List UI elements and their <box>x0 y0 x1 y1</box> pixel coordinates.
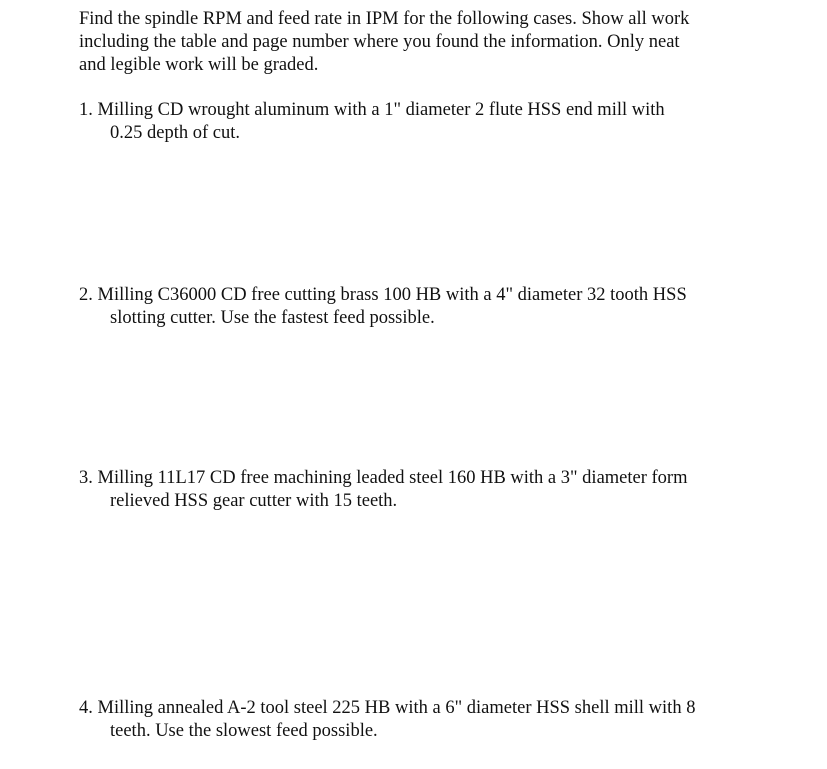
question-3 <box>79 467 759 513</box>
question-text: 4. Milling annealed A-2 tool steel 225 HB with a 6" diameter HSS shell mill with 8 <box>79 698 696 718</box>
question-2 <box>79 284 759 330</box>
instructions-line: and legible work will be graded. <box>79 55 319 75</box>
instructions-line: Find the spindle RPM and feed rate in IPM for the following cases. Show all work <box>79 9 690 29</box>
question-text-continued: 0.25 depth of cut. <box>110 123 240 143</box>
question-text: 3. Milling 11L17 CD free machining leaded steel 160 HB with a 3" diameter form <box>79 468 688 488</box>
question-1 <box>79 99 759 145</box>
question-text-continued: slotting cutter. Use the fastest feed possible. <box>110 308 435 328</box>
instructions-line: including the table and page number where you found the information. Only neat <box>79 32 680 52</box>
instructions-paragraph <box>79 8 759 77</box>
question-4 <box>79 697 759 743</box>
question-text: 1. Milling CD wrought aluminum with a 1" diameter 2 flute HSS end mill with <box>79 100 665 120</box>
question-text-continued: teeth. Use the slowest feed possible. <box>110 721 378 741</box>
question-text: 2. Milling C36000 CD free cutting brass 100 HB with a 4" diameter 32 tooth HSS <box>79 285 687 305</box>
question-text-continued: relieved HSS gear cutter with 15 teeth. <box>110 491 398 511</box>
